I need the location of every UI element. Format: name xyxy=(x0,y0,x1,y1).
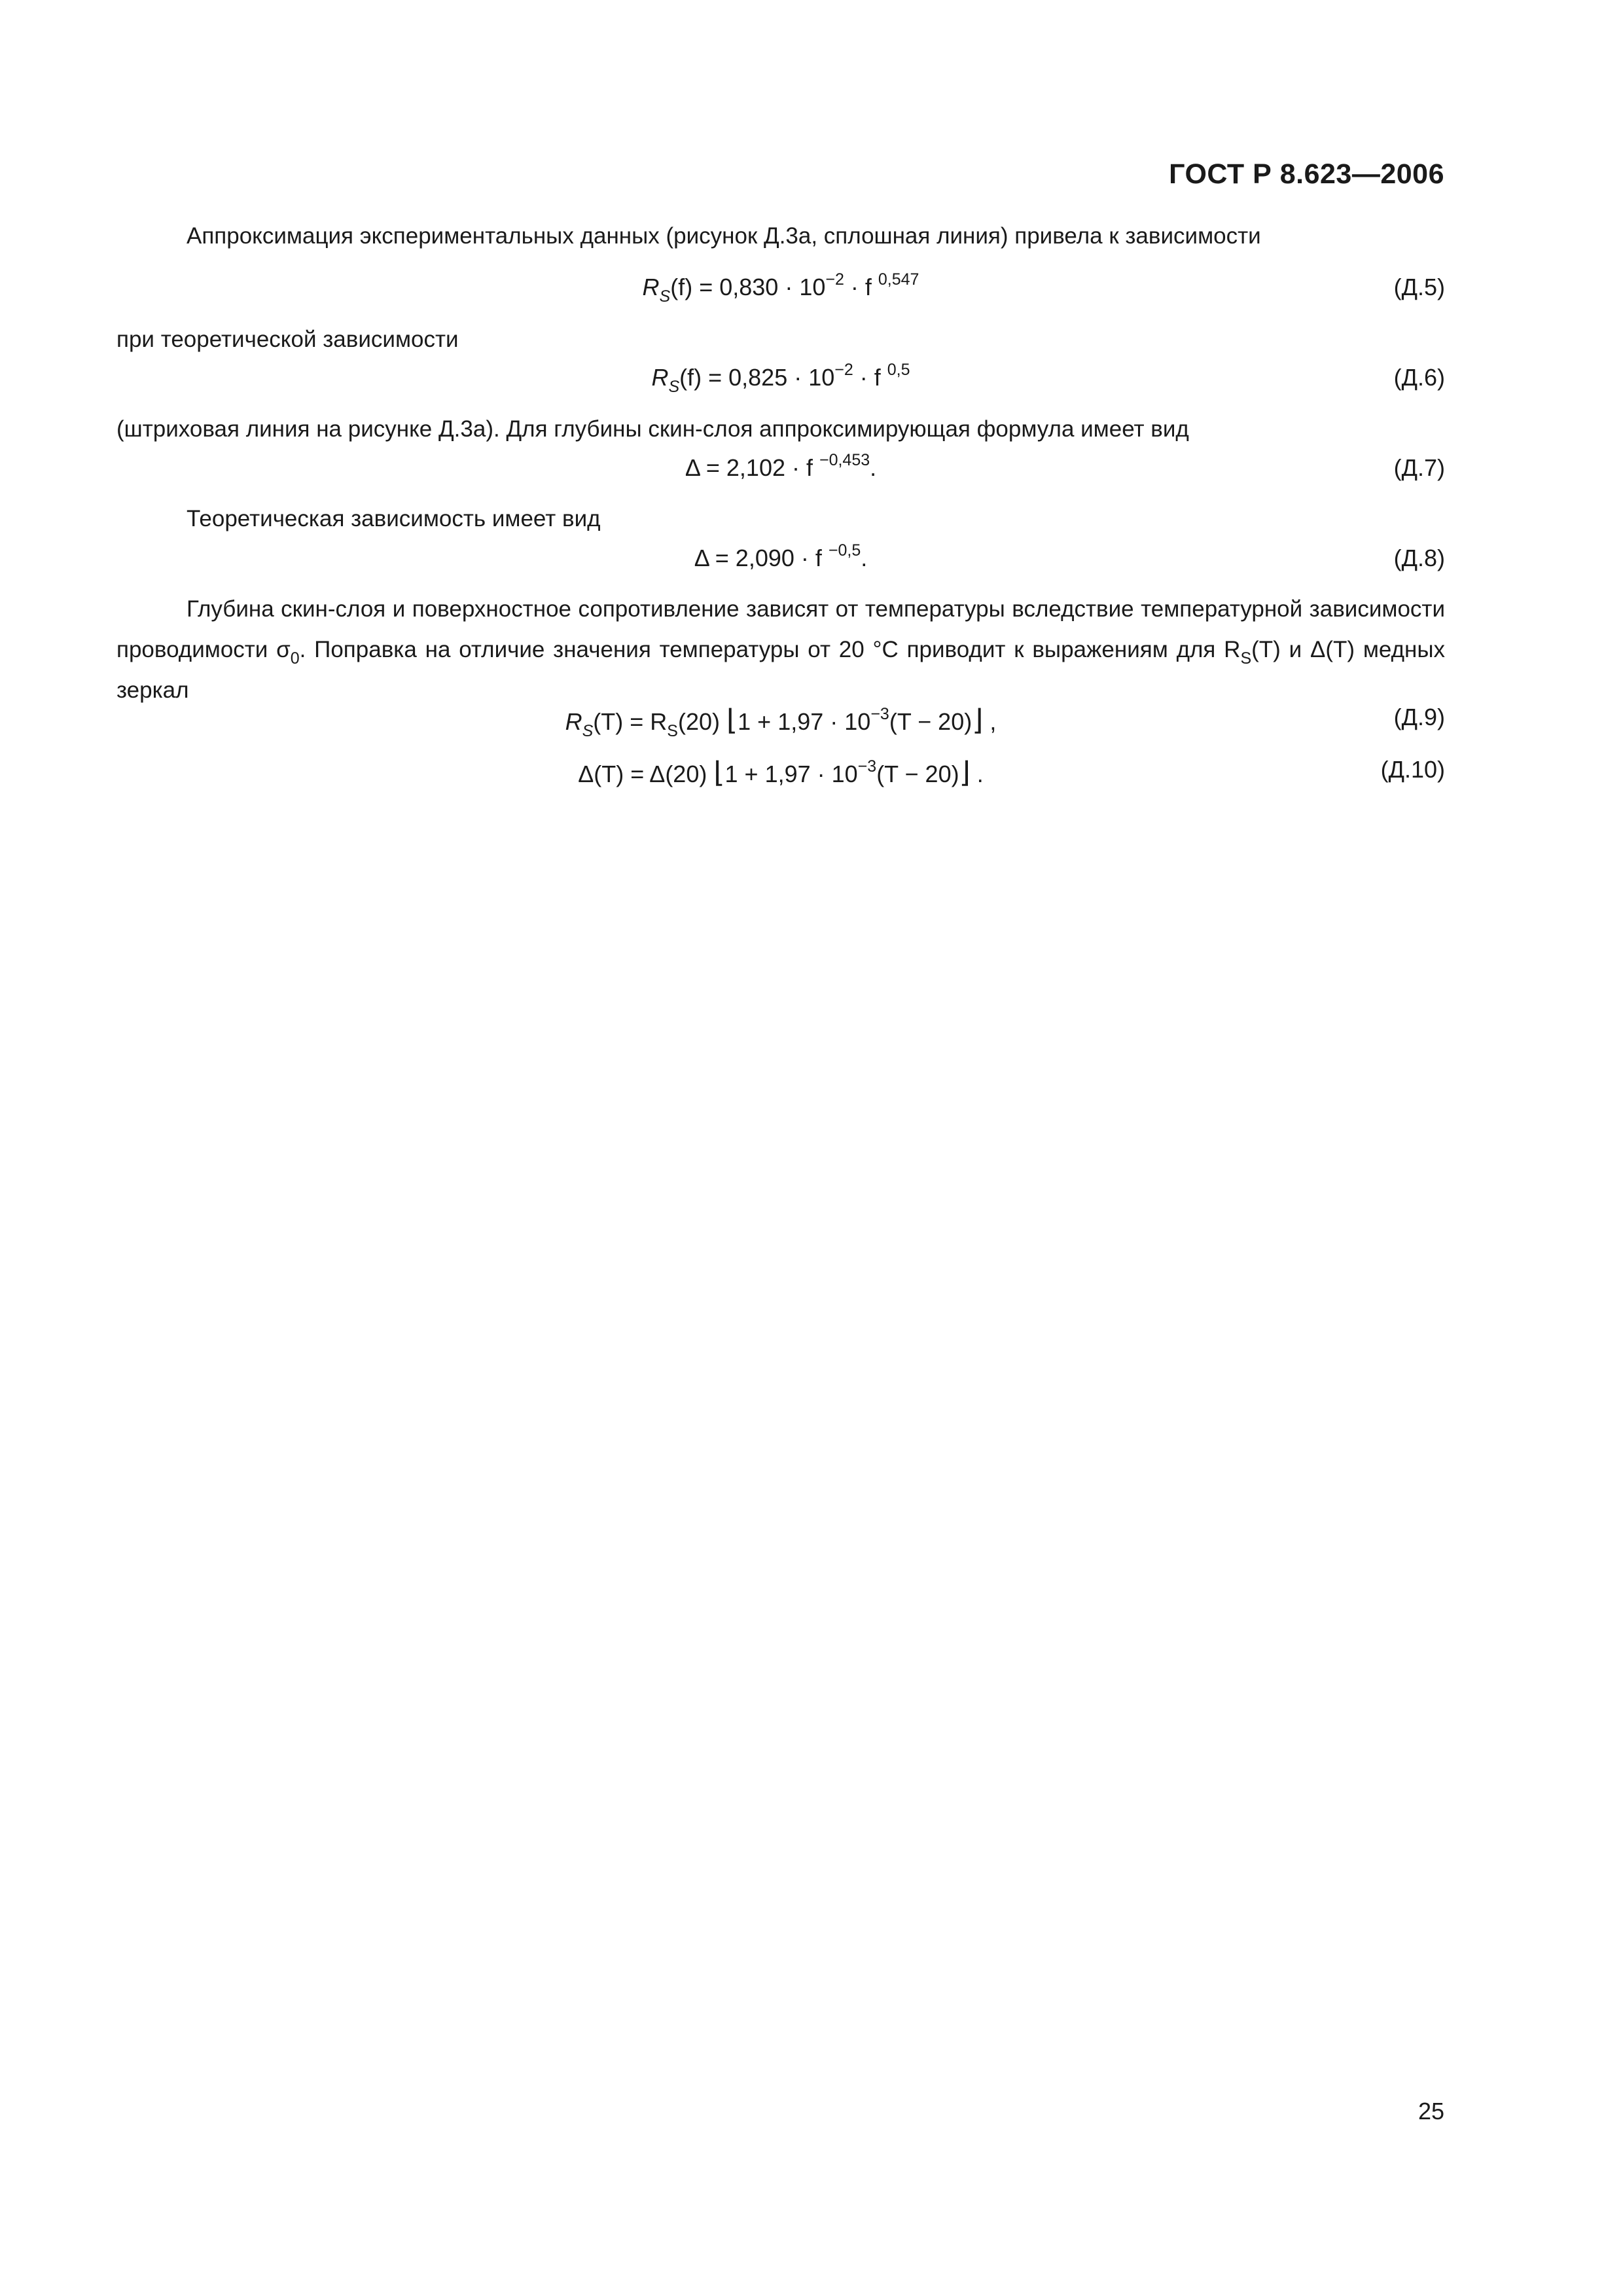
equation-d8-number: (Д.8) xyxy=(1393,545,1445,571)
equation-d5-number: (Д.5) xyxy=(1393,274,1445,300)
equation-d10-number: (Д.10) xyxy=(1380,756,1445,783)
equation-d9 xyxy=(116,704,1445,743)
page-number: 25 xyxy=(1418,2098,1444,2125)
paragraph-temperature-dependence: Глубина скин-слоя и поверхностное сопротивление зависят от температуры вследствие температурной зависимости проводимости $\sigma_0$. Поправка на отличие значения температуры от 20 °С приводит к выражениям для $R_S(T)$ и Δ(T) медных зеркал xyxy=(116,596,1445,703)
equation-d10-formula: Δ(T) = Δ(20) ⌊1 + $1,97 \cdot 10^{-3}(T$ − 20)⌋ . xyxy=(578,757,984,789)
equation-d8 xyxy=(116,541,1445,584)
equation-d6-formula: $R_S(f) = 0,825 \cdot 10^{-2} \cdot f$ $^{0,5}$ xyxy=(651,361,910,396)
equation-d9-number: (Д.9) xyxy=(1393,704,1445,730)
equation-d5-formula: $R_S(f) = 0,830 \cdot 10^{-2} \cdot f$ $^{0,547}$ xyxy=(642,270,919,306)
equation-d6-number: (Д.6) xyxy=(1393,364,1445,391)
paragraph-theoretical: при теоретической зависимости xyxy=(116,327,459,352)
equation-d8-formula: Δ = 2,090 · f $^{-0,5}$. xyxy=(694,541,868,571)
equation-d7-formula: Δ = 2,102 · f $^{-0,453}$. xyxy=(685,451,877,481)
paragraph-approximation: Аппроксимация экспериментальных данных (рисунок Д.3а, сплошная линия) привела к зависимости xyxy=(187,223,1261,249)
paragraph-skin-depth: (штриховая линия на рисунке Д.3а). Для глубины скин-слоя аппроксимирующая формула имеет вид xyxy=(116,416,1189,442)
equation-d9-formula: $R_S(T) = R_S(20)$ ⌊1 + $1,97 \cdot 10^{-3}(T$ − 20)⌋ , xyxy=(565,704,997,740)
standard-designation: ГОСТ Р 8.623—2006 xyxy=(1169,158,1444,190)
equation-d5 xyxy=(116,270,1445,313)
equation-d10 xyxy=(116,756,1445,795)
equation-d7-number: (Д.7) xyxy=(1393,454,1445,481)
paragraph-theoretical-form: Теоретическая зависимость имеет вид xyxy=(187,506,601,531)
equation-d7 xyxy=(116,451,1445,493)
equation-d6 xyxy=(116,361,1445,403)
